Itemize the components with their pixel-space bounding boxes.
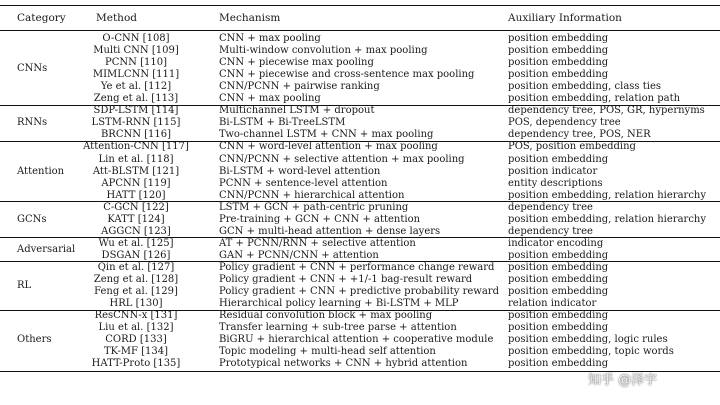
method-name: HATT [120] (106, 189, 166, 201)
mechanism-text: CNN/PCNN + selective attention + max pooling (219, 153, 465, 165)
method-name: Liu et al. [132] (98, 322, 174, 334)
method-name: Lin et al. [118] (98, 153, 174, 165)
auxiliary-info-text: position embedding (508, 57, 609, 69)
mechanism-text: Policy gradient + CNN + +1/-1 bag-result reward (219, 274, 473, 285)
mechanism-text: Policy gradient + CNN + predictive probability reward (219, 286, 499, 298)
auxiliary-info-text: position indicator (508, 165, 598, 177)
mechanism-text: PCNN + sentence-level attention (219, 177, 388, 189)
mechanism-text: Policy gradient + CNN + performance change reward (219, 261, 495, 273)
auxiliary-info-text: position embedding (508, 153, 609, 165)
method-name: ResCNN-x [131] (94, 310, 178, 322)
auxiliary-info-text: position embedding (508, 310, 609, 322)
header-rule (0, 30, 720, 31)
method-name: TK-MF [134] (103, 346, 169, 358)
mechanism-text: CNN + piecewise max pooling (219, 57, 374, 69)
mechanism-text: Topic modeling + multi-head self attention (219, 346, 436, 358)
auxiliary-info-text: position embedding (508, 274, 609, 285)
auxiliary-info-text: position embedding, relation hierarchy (508, 189, 707, 201)
mechanism-text: Pre-training + GCN + CNN + attention (219, 213, 421, 225)
header-method: Method (96, 12, 137, 24)
mechanism-text: CNN + max pooling (219, 33, 321, 44)
mechanism-text: Multi-window convolution + max pooling (219, 45, 428, 57)
category-rl: RL (17, 280, 32, 292)
mechanism-text: CNN + word-level attention + max pooling (219, 141, 438, 153)
method-name: LSTM-RNN [115] (91, 117, 181, 129)
auxiliary-info-text: entity descriptions (508, 177, 603, 189)
method-name: Attention-CNN [117] (83, 141, 189, 153)
mechanism-text: Bi-LSTM + Bi-TreeLSTM (219, 117, 346, 129)
method-name: Ye et al. [112] (100, 81, 172, 93)
category-gcns: GCNs (17, 213, 47, 225)
mechanism-text: LSTM + GCN + path-centric pruning (219, 201, 409, 213)
category-rnns: RNNs (17, 117, 48, 129)
method-name: HATT-Proto [135] (91, 358, 181, 370)
auxiliary-info-text: position embedding (508, 322, 609, 334)
auxiliary-info-text: relation indicator (508, 298, 597, 310)
auxiliary-info-text: position embedding (508, 69, 609, 81)
header-category: Category (17, 12, 66, 24)
mechanism-text: GAN + PCNN/CNN + attention (219, 249, 379, 261)
auxiliary-info-text: position embedding, relation path (508, 93, 681, 105)
mechanism-text: Bi-LSTM + word-level attention (219, 165, 381, 177)
method-name: Zeng et al. [128] (93, 274, 179, 285)
auxiliary-info-text: position embedding, logic rules (508, 334, 668, 346)
auxiliary-info-text: position embedding (508, 249, 609, 261)
method-name: MIMLCNN [111] (92, 69, 180, 81)
mechanism-text: Transfer learning + sub-tree parse + attention (219, 322, 457, 334)
method-name: PCNN [110] (105, 57, 167, 69)
auxiliary-info-text: dependency tree, POS, GR, hypernyms (508, 105, 705, 117)
mechanism-text: CNN + max pooling (219, 93, 321, 105)
auxiliary-info-text: indicator encoding (508, 237, 604, 249)
table-top-rule (0, 5, 720, 6)
mechanism-text: CNN/PCNN + hierarchical attention (219, 189, 405, 201)
header-auxiliary-information: Auxiliary Information (508, 12, 622, 24)
category-cnns: CNNs (17, 63, 48, 75)
mechanism-text: AT + PCNN/RNN + selective attention (219, 237, 416, 249)
auxiliary-info-text: POS, position embedding (508, 141, 636, 153)
auxiliary-info-text: position embedding, topic words (508, 346, 674, 358)
method-name: CORD [133] (105, 334, 167, 346)
method-name: O-CNN [108] (102, 33, 170, 44)
mechanism-text: Residual convolution block + max pooling (219, 310, 433, 322)
method-name: AGGCN [123] (101, 225, 171, 237)
mechanism-text: BiGRU + hierarchical attention + cooperative module (219, 334, 494, 346)
auxiliary-info-text: position embedding (508, 261, 609, 273)
method-name: Multi CNN [109] (93, 45, 179, 57)
method-name: APCNN [119] (101, 177, 171, 189)
auxiliary-info-text: position embedding (508, 33, 609, 44)
auxiliary-info-text: position embedding (508, 358, 609, 370)
mechanism-text: CNN/PCNN + pairwise ranking (219, 81, 380, 93)
category-others: Others (17, 334, 52, 346)
header-mechanism: Mechanism (219, 12, 281, 24)
method-name: HRL [130] (109, 298, 163, 310)
mechanism-text: Multichannel LSTM + dropout (219, 105, 375, 117)
mechanism-text: GCN + multi-head attention + dense layers (219, 225, 441, 237)
method-name: Feng et al. [129] (94, 286, 178, 298)
auxiliary-info-text: position embedding (508, 45, 609, 57)
method-name: Att-BLSTM [121] (92, 165, 180, 177)
zhihu-watermark: 知乎 @泽宇 (588, 373, 658, 388)
method-name: BRCNN [116] (100, 129, 172, 141)
auxiliary-info-text: position embedding, class ties (508, 81, 661, 93)
method-name: Qin et al. [127] (97, 261, 175, 273)
mechanism-text: Two-channel LSTM + CNN + max pooling (219, 129, 434, 141)
method-name: Zeng et al. [113] (93, 93, 179, 105)
method-name: KATT [124] (107, 213, 165, 225)
category-attention: Attention (17, 165, 65, 177)
mechanism-text: Hierarchical policy learning + Bi-LSTM + MLP (219, 298, 459, 310)
method-name: DSGAN [126] (101, 249, 171, 261)
auxiliary-info-text: POS, dependency tree (508, 117, 621, 129)
auxiliary-info-text: position embedding (508, 286, 609, 298)
method-name: Wu et al. [125] (98, 237, 174, 249)
method-name: C-GCN [122] (103, 201, 169, 213)
auxiliary-info-text: dependency tree (508, 201, 593, 213)
mechanism-text: CNN + piecewise and cross-sentence max pooling (219, 69, 475, 81)
auxiliary-info-text: dependency tree (508, 225, 593, 237)
method-name: SDP-LSTM [114] (93, 105, 179, 117)
auxiliary-info-text: position embedding, relation hierarchy (508, 213, 707, 225)
mechanism-text: Prototypical networks + CNN + hybrid attention (219, 358, 468, 370)
auxiliary-info-text: dependency tree, POS, NER (508, 129, 651, 141)
category-adversarial: Adversarial (17, 243, 76, 255)
